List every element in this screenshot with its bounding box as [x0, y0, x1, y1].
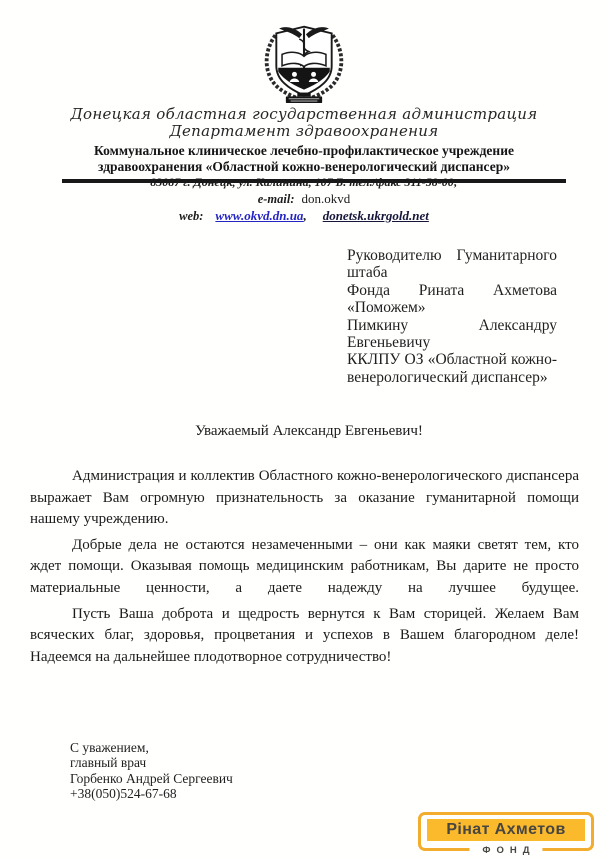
recipient-line: ККЛПУ ОЗ «Областной кожно-венерологический диспансер»	[347, 351, 557, 386]
org-department: Департамент здравоохранения	[169, 122, 439, 140]
letter-body	[30, 466, 579, 672]
contact-block	[0, 175, 608, 224]
recipient-line: Руководителю Гуманитарного штаба	[347, 247, 557, 282]
paragraph: Добрые дела не остаются незамеченными – они как маяки светят тем, кто ждет помощи. Оказывая помощь медицинским работникам, Вы дарите не просто материальные ценности, а даете надежду на лучшее будущее.	[30, 536, 579, 596]
website-link-ukrgold[interactable]: donetsk.ukrgold.net	[322, 208, 429, 223]
salutation: Уважаемый Александр Евгеньевич!	[195, 423, 423, 439]
signature-name: Горбенко Андрей Сергеевич	[70, 770, 233, 786]
recipient-line: Фонда Рината Ахметова «Поможем»	[347, 281, 557, 317]
foundation-logo-title: Рінат Ахметов	[427, 819, 585, 841]
foundation-logo-subtitle: ФОНД	[469, 845, 542, 856]
org-name-line1: Коммунальное клиническое лечебно-профилактическое учреждение	[94, 143, 514, 158]
email-label: e-mail:	[257, 192, 295, 206]
signature-title: главный врач	[70, 755, 147, 771]
email-line	[0, 191, 608, 207]
recipient-block	[347, 247, 557, 386]
web-separator: ,	[303, 208, 307, 223]
signature-block	[70, 740, 233, 802]
website-link-okvd[interactable]: www.okvd.dn.ua	[215, 208, 304, 223]
paragraph: Пусть Ваша доброта и щедрость вернутся к Вам сторицей. Желаем Вам всяческих благ, здоровья, процветания и успехов в Вашем благородном деле! Надеемся на дальнейшее плодотворное сотрудничество!	[30, 605, 579, 665]
letterhead	[0, 20, 608, 183]
rinat-akhmetov-foundation-logo	[418, 812, 594, 856]
address-line: 83087 г. Донецк, ул. Калинина, 107 Б. тел./факс 311-58-00;	[150, 175, 458, 189]
web-label: web:	[179, 209, 204, 223]
signature-phone: +38(050)524-67-68	[70, 786, 177, 802]
web-line	[0, 208, 608, 224]
paragraph: Администрация и коллектив Областного кожно-венерологического диспансера выражает Вам огромную признательность за оказание гуманитарной помощи нашему учреждению.	[30, 468, 579, 528]
email-value: don.okvd	[301, 191, 351, 206]
signature-closing: С уважением,	[70, 740, 149, 755]
org-name-line2: здравоохранения «Областной кожно-венерологический диспансер»	[98, 159, 510, 174]
medical-emblem-icon	[256, 20, 352, 104]
org-administration: Донецкая областная государственная администрация	[70, 105, 538, 123]
recipient-line: Пимкину Александру Евгеньевичу	[347, 316, 557, 352]
